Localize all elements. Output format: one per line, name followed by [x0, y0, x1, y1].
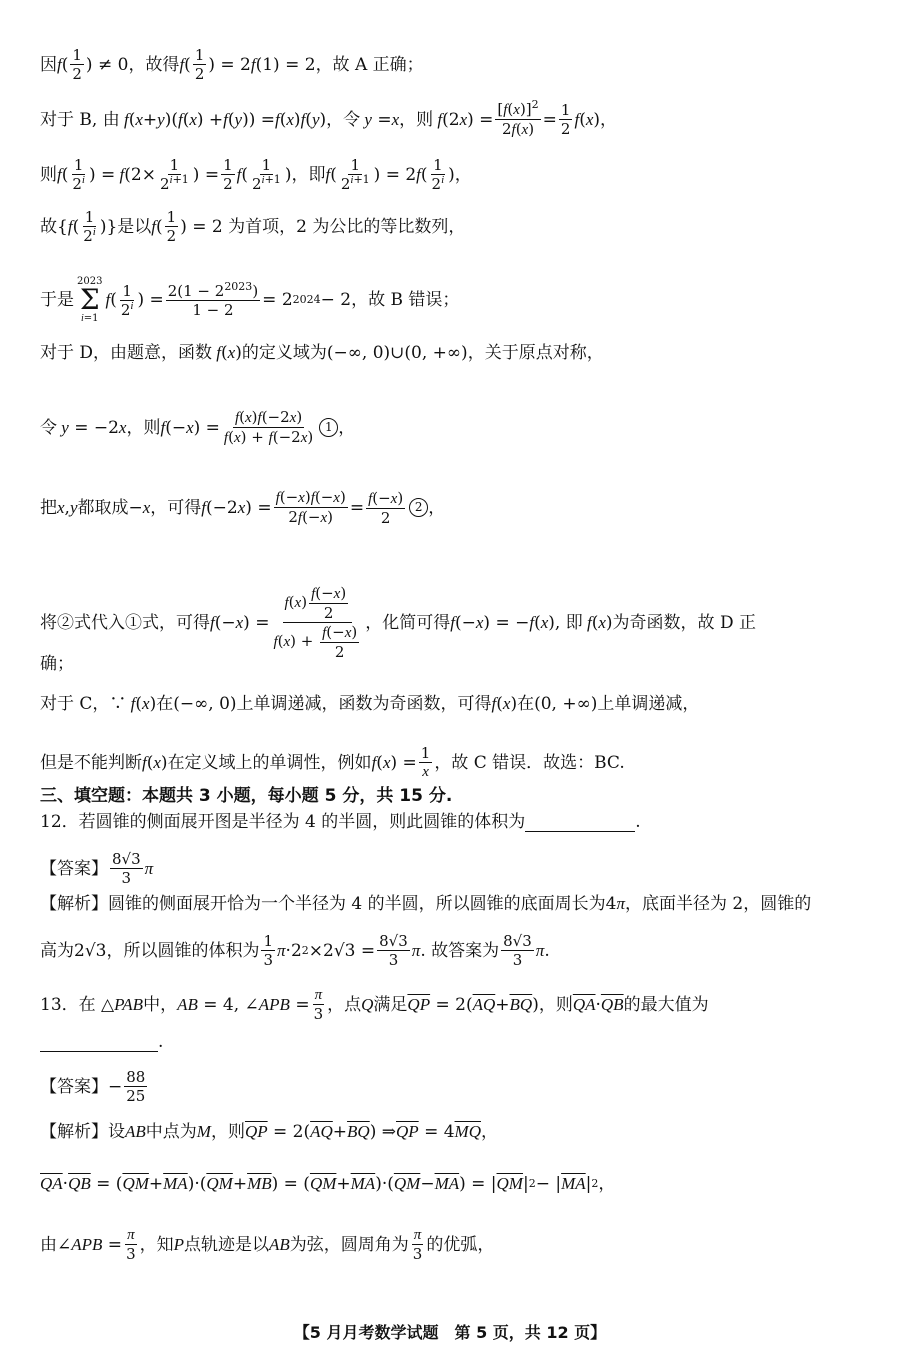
text: ，则: [210, 1122, 245, 1142]
text: 为奇函数，故 D 正: [612, 612, 756, 633]
text: ，: [600, 109, 618, 130]
text: ，则: [399, 109, 434, 130]
question-12-stem: [40, 810, 864, 834]
solution-line-10: [40, 652, 864, 676]
question-12-analysis-2: 高为 2√3 ，所以圆锥的体积为 $\frac{1}{3}$ π ·2 2 ×2√3 = $\frac{8√3}{3}$ π . 故答案为 $\frac{8√3}{3}$ π .: [40, 932, 550, 969]
text: 在: [517, 694, 535, 714]
text: 为首项，2 为公比的等比数列，: [228, 216, 466, 237]
text: ，令: [326, 109, 361, 130]
analysis-label: 【解析】: [40, 1122, 108, 1142]
text: ，知: [139, 1234, 174, 1255]
solution-line-3: 则 f ( $\frac{1}{2^i}$ ) = f (2× $\frac{1}{2^{i+1}}$ ) = $\frac{1}{2}$ f ( $\frac{1}{2^{i+1}}$ ) ，即 f ( $\frac{1}{2^{i+1}}$ ) = 2 f ( $\frac{1}{2^i}$ ) ，: [40, 156, 472, 193]
text: 是以: [117, 216, 152, 237]
answer-blank: [525, 813, 635, 832]
text: 但是不能判断: [40, 752, 142, 773]
solution-line-6: 对于 D，由题意，函数 f ( x ) 的定义域为 (−∞, 0)∪(0, +∞) ，关于原点对称，: [40, 343, 604, 363]
text: 的优弧，: [426, 1234, 495, 1255]
question-text: 13．在 △: [40, 994, 115, 1015]
text: . 故答案为: [420, 940, 500, 961]
text: .: [635, 812, 641, 832]
solution-line-9: 将②式代入①式，可得 f (− x ) = f(x) $\frac{f(-x)}{2}$ f(x) + $\frac{f(-x)}{2}$ ，化简可得 f (− x ) = − f ( x ) , 即 f ( x ) 为奇函数，故 D 正: [40, 584, 756, 661]
solution-line-8: 把 x , y 都取成 − x ，可得 f (−2 x ) = $\frac{f(-x)f(-x)}{2f(-x)}$ = $\frac{f(-x)}{2}$ 2 ，: [40, 488, 446, 527]
page-footer: [0, 1320, 900, 1343]
text: ，: [454, 164, 472, 185]
solution-line-12: 但是不能判断 f ( x ) 在定义域上的单调性，例如 f ( x ) = $\frac{1}{x}$ ，故 C 错误．故选：BC.: [40, 744, 625, 780]
text: ，即: [291, 164, 326, 185]
text: 对于 C，∵: [40, 694, 127, 714]
text: 对于 D，由题意，函数: [40, 343, 213, 363]
text: 令: [40, 417, 57, 438]
question-12-answer: 【答案】 $\frac{8√3}{3}$ π: [40, 850, 154, 887]
solution-line-1: 因 f ( $\frac{1}{2}$ ) ≠ 0 ，故得 f ( $\frac{1}{2}$ ) = 2f(1) = 2 ，故 A 正确；: [40, 46, 424, 83]
text: ，故 C 错误．故选：BC.: [434, 752, 625, 773]
text: ，点: [327, 994, 362, 1015]
solution-line-5: 于是 2023 Σ i=1 f ( $\frac{1}{2^i}$ ) = $\frac{2(1 - 2^{2023})}{1 - 2}$ = 2 2024 − 2 ，故 B 错误；: [40, 276, 460, 324]
text: 于是: [40, 290, 74, 310]
text: ，可得: [150, 497, 202, 518]
text: 中点为: [145, 1122, 197, 1142]
question-text: 12．若圆锥的侧面展开图是半径为 4 的半圆，则此圆锥的体积为: [40, 812, 526, 832]
footer-text: 【5 月月考数学试题 第 5 页，共 12 页】: [293, 1323, 607, 1342]
question-13-stem: 13．在 △ PAB 中， AB = 4, ∠ APB = $\frac{\pi}{3}$ ，点 Q 满足 $\overline{QP}$ = 2( $\overline{AQ}$ + $\overline{BQ}$ ) ，则 $\overline{QA}$ · $\overline{QB}$ 的最大值为: [40, 987, 709, 1023]
solution-line-11: 对于 C，∵ f ( x ) 在 (−∞, 0) 上单调递减，函数为奇函数，可得 f ( x ) 在 (0, +∞) 上单调递减，: [40, 694, 700, 714]
text: .: [158, 1032, 164, 1052]
answer-label: 【答案】: [40, 858, 108, 879]
text: 上单调递减，: [597, 694, 700, 714]
text: 的定义域为: [241, 343, 327, 363]
text: ，: [428, 497, 446, 518]
question-13-analysis-3: 由 ∠ APB = $\frac{\pi}{3}$ ，知 P 点轨迹是以 AB 为弦，圆周角为 $\frac{\pi}{3}$ 的优弧，: [40, 1227, 495, 1263]
text: ，关于原点对称，: [467, 343, 604, 363]
question-13-analysis-2: $\overline{QA}$ · $\overline{QB}$ = ( $\overline{QM}$ + $\overline{MA}$ )·( $\overline{QM}$ + $\overline{MB}$ ) = ( $\overline{QM}$ + $\overline{MA}$ )·( $\overline{QM}$ − $\overline{MA}$ ) = | $\overline{QM}$ | 2 − | $\overline{MA}$ | 2 ，: [40, 1174, 616, 1194]
text: 将②式代入①式，可得: [40, 612, 210, 633]
question-13-analysis-1: 【解析】 设 AB 中点为 M ，则 $\overline{QP}$ = 2( $\overline{AQ}$ + $\overline{BQ}$ ) ⇒ $\overline{QP}$ = 4 $\overline{MQ}$ ，: [40, 1122, 498, 1142]
answer-label: 【答案】: [40, 1076, 108, 1097]
text: 都取成: [77, 497, 129, 518]
text: ，化简可得: [365, 612, 451, 633]
text: ，则: [538, 994, 573, 1015]
text: ，所以圆锥的体积为: [106, 940, 260, 961]
text: ，则: [126, 417, 161, 438]
text: 确；: [40, 654, 74, 674]
text: 因: [40, 54, 57, 75]
solution-line-2: 对于 B, 由 f ( x + y )( f ( x ) + f ( y )) = f ( x ) f ( y ) ，令 y = x ，则 f (2 x ) = $\frac{[f(x)]^2}{2f(x)}$ = $\frac{1}{2}$ f ( x ) ，: [40, 98, 618, 138]
question-13-answer: 【答案】 − $\frac{88}{25}$: [40, 1068, 146, 1105]
text: 满足: [373, 994, 408, 1015]
answer-blank: [40, 1033, 158, 1052]
text: 由: [40, 1234, 57, 1255]
question-12-analysis-1: 【解析】 圆锥的侧面展开恰为一个半径为 4 的半圆，所以圆锥的底面周长为 4 π ，底面半径为 2，圆锥的: [40, 894, 812, 914]
text: 高为: [40, 940, 74, 961]
text: 中，: [143, 994, 178, 1015]
text: 把: [40, 497, 57, 518]
text: ，故得: [128, 54, 180, 75]
text: 点轨迹是以: [184, 1234, 269, 1255]
text: 在: [156, 694, 174, 714]
analysis-label: 【解析】: [40, 894, 108, 914]
heading-text: 三、填空题：本题共 3 小题，每小题 5 分，共 15 分.: [40, 786, 453, 806]
text: 在定义域上的单调性，例如: [167, 752, 372, 773]
text: 的最大值为: [623, 994, 709, 1015]
text: , 即: [554, 612, 583, 633]
text: 上单调递减，函数为奇函数，可得: [236, 694, 492, 714]
text: ，故 A 正确；: [315, 54, 424, 75]
text: 圆锥的侧面展开恰为一个半径为 4 的半圆，所以圆锥的底面周长为: [108, 894, 606, 914]
text: ，: [338, 417, 356, 438]
text: ，故 B 错误；: [351, 290, 460, 310]
text: 设: [108, 1122, 125, 1142]
text: 对于 B, 由: [40, 109, 120, 130]
text: ，底面半径为 2，圆锥的: [624, 894, 812, 914]
text: 则: [40, 164, 57, 185]
text: 为弦，圆周角为: [289, 1234, 409, 1255]
question-13-blank-line: [40, 1030, 864, 1054]
section-heading: [40, 784, 864, 808]
solution-line-4: 故 { f ( $\frac{1}{2^i}$ )} 是以 f ( $\frac{1}{2}$ ) = 2 为首项，2 为公比的等比数列，: [40, 208, 466, 245]
solution-line-7: 令 y = −2 x ，则 f (− x ) = $\frac{f(x)f(-2x)}{f(x) + f(-2x)}$ 1 ，: [40, 408, 356, 446]
text: 故: [40, 216, 57, 237]
